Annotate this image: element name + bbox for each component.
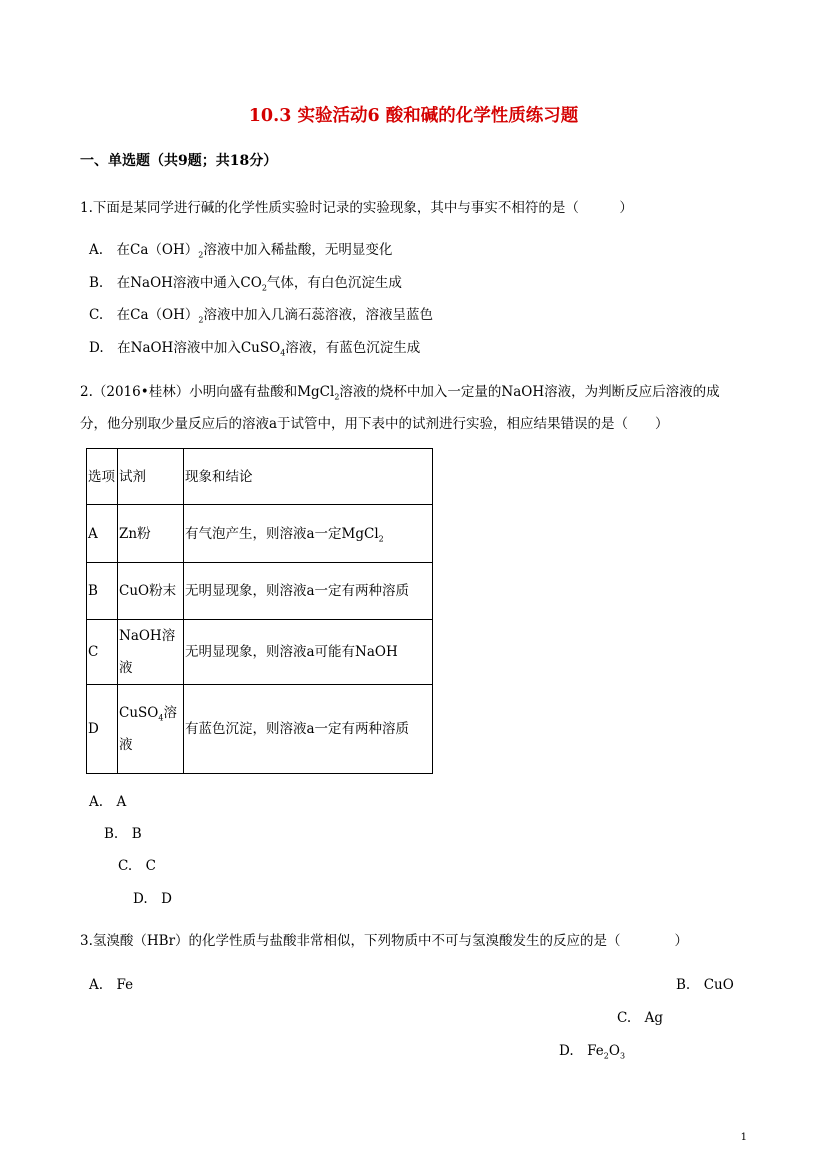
table-row: [87, 563, 433, 620]
question-2-option-b: B. B: [104, 826, 142, 842]
question-1-option-c: C. 在$Ca(OH)_2$溶液中加入几滴石蕊溶液，溶液呈蓝色: [89, 307, 433, 325]
question-2-stem-line-2: 分，他分别取少量反应后的溶液a于试管中，用下表中的试剂进行实验，相应结果错误的是（ ）: [80, 416, 669, 432]
table-cell: CuO粉末: [118, 563, 184, 620]
table-cell: Zn粉: [118, 505, 184, 563]
question-1-option-d: D. 在NaOH溶液中加入CuSO$_4$溶液，有蓝色沉淀生成: [89, 340, 421, 358]
question-1-stem: 1.下面是某同学进行碱的化学性质实验时记录的实验现象，其中与事实不相符的是（ ）: [80, 200, 633, 216]
question-3-option-d: D. $Fe_2O_3$: [559, 1043, 626, 1061]
table-cell: 有蓝色沉淀，则溶液a一定有两种溶质: [184, 685, 433, 774]
table-header: 试剂: [118, 449, 184, 505]
question-1-option-a: A. 在$Ca(OH)_2$溶液中加入稀盐酸，无明显变化: [89, 242, 393, 260]
table-header: 选项: [87, 449, 118, 505]
table-cell: NaOH溶液: [118, 620, 184, 685]
table-cell: 无明显现象，则溶液a可能有NaOH: [184, 620, 433, 685]
section-heading: 一、单选题（共9题；共18分）: [80, 153, 278, 169]
table-cell: 有气泡产生，则溶液a一定MgCl$_2$: [184, 505, 433, 563]
document-title: 10.3 实验活动6 酸和碱的化学性质练习题: [248, 106, 579, 126]
question-3-option-b: B. CuO: [676, 977, 734, 993]
question-2-option-a: A. A: [89, 794, 127, 810]
table-cell: 无明显现象，则溶液a一定有两种溶质: [184, 563, 433, 620]
table-row: [87, 620, 433, 685]
table-row: [87, 685, 433, 774]
table-row: [87, 505, 433, 563]
question-3-option-c: C. Ag: [617, 1010, 664, 1026]
question-1-option-b: B. 在NaOH溶液中通入$CO_2$气体，有白色沉淀生成: [89, 275, 402, 293]
table-cell: A: [87, 505, 118, 563]
table-header-row: [87, 449, 433, 505]
reagent-table: [86, 448, 433, 774]
table-cell: CuSO$_4$溶 液: [118, 685, 184, 774]
question-2-option-d: D. D: [133, 891, 172, 907]
question-3-option-a: A. Fe: [89, 977, 134, 993]
question-2-option-c: C. C: [118, 858, 156, 874]
table-cell: B: [87, 563, 118, 620]
table-header: 现象和结论: [184, 449, 433, 505]
table-cell: C: [87, 620, 118, 685]
question-3-stem: 3.氢溴酸（HBr）的化学性质与盐酸非常相似，下列物质中不可与氢溴酸发生的反应的是（ ）: [80, 933, 689, 949]
question-2-stem-line-1: 2.（2016•桂林）小明向盛有盐酸和MgCl$_2$溶液的烧杯中加入一定量的NaOH溶液，为判断反应后溶液的成: [80, 384, 720, 402]
page-number: 1: [740, 1132, 747, 1143]
table-cell: D: [87, 685, 118, 774]
